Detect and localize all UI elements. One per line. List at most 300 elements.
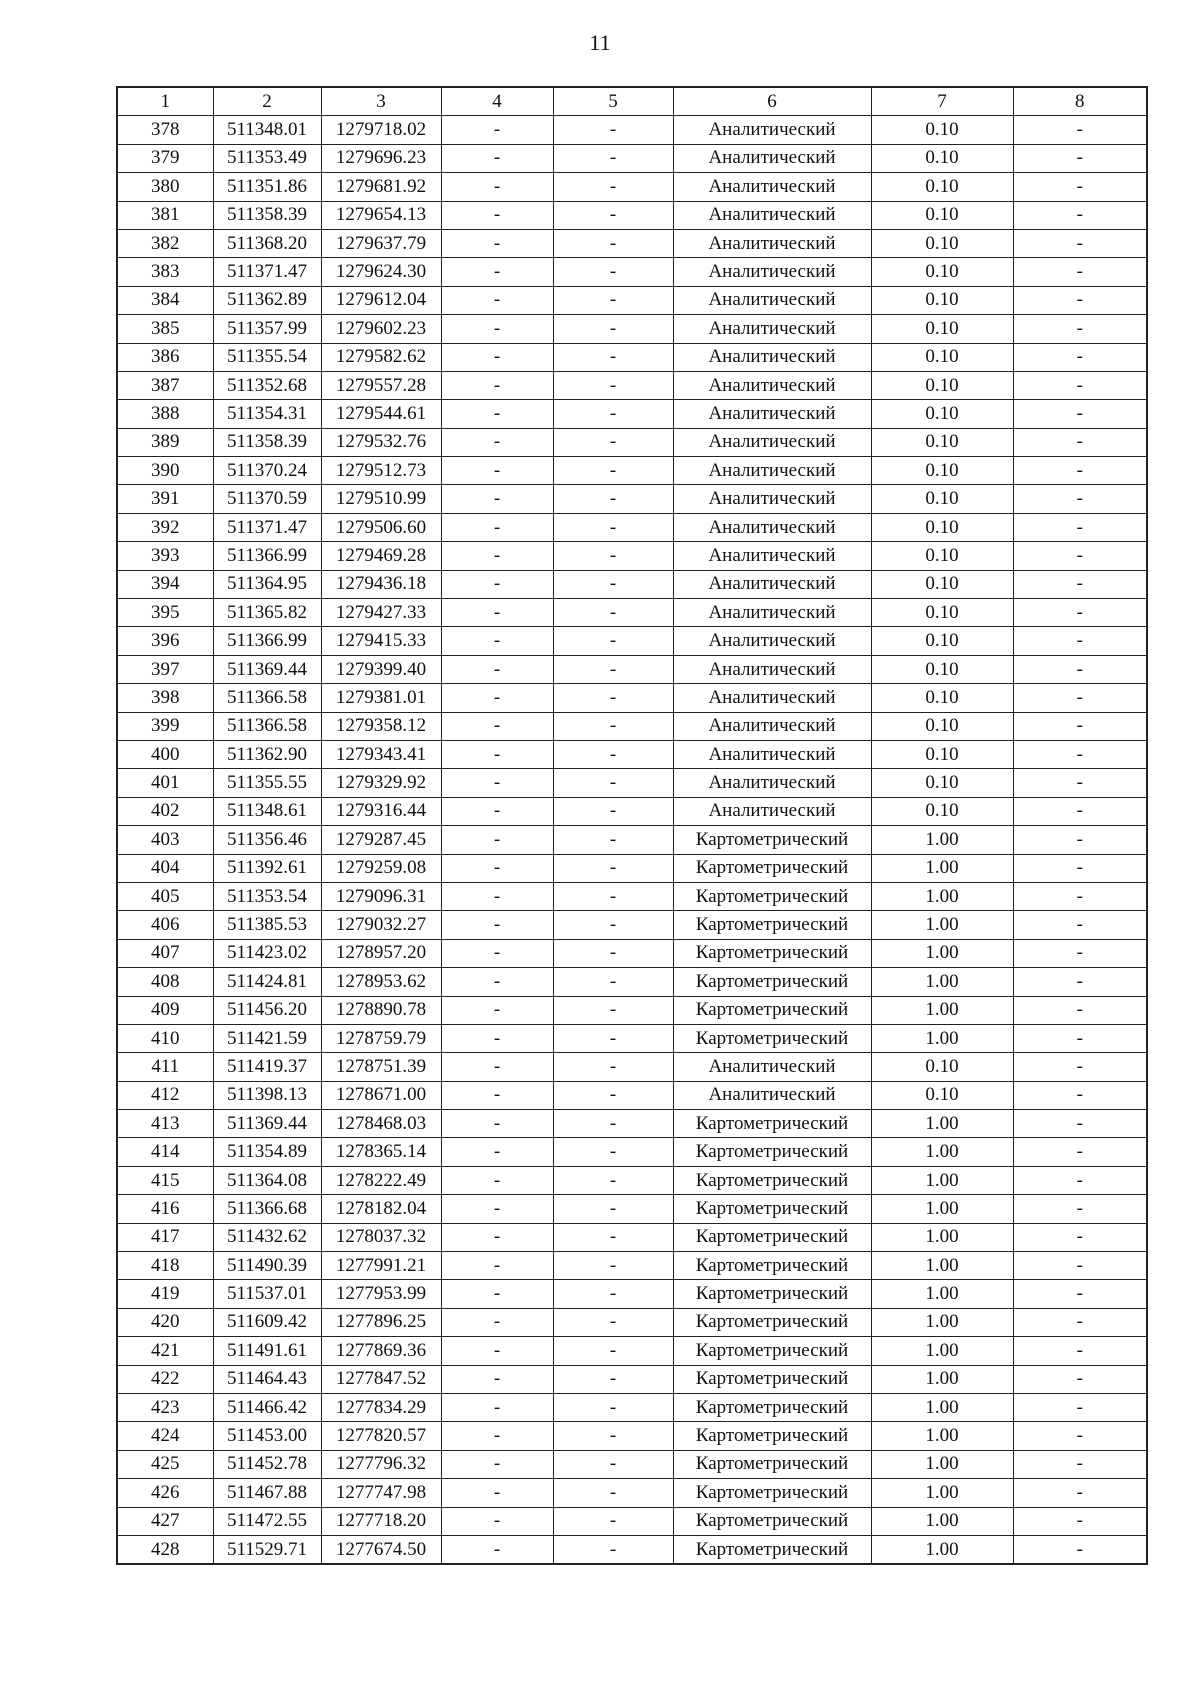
col4-cell: - [441,286,553,314]
accuracy-cell: 1.00 [871,854,1013,882]
x-coordinate-cell: 511362.90 [213,740,321,768]
col8-cell: - [1013,258,1147,286]
accuracy-cell: 1.00 [871,1393,1013,1421]
table-row [117,428,1147,456]
point-number-cell: 414 [117,1138,213,1166]
accuracy-cell: 1.00 [871,1110,1013,1138]
table-row [117,371,1147,399]
col5-cell: - [553,173,673,201]
table-row [117,144,1147,172]
method-cell: Аналитический [673,797,871,825]
col4-cell: - [441,1422,553,1450]
col4-cell: - [441,1308,553,1336]
table-row [117,939,1147,967]
col8-cell: - [1013,485,1147,513]
col8-cell: - [1013,428,1147,456]
point-number-cell: 419 [117,1280,213,1308]
table-row [117,655,1147,683]
table-row [117,797,1147,825]
page-number: 11 [589,30,611,55]
x-coordinate-cell: 511537.01 [213,1280,321,1308]
accuracy-cell: 1.00 [871,1422,1013,1450]
col5-cell: - [553,684,673,712]
method-cell: Картометрический [673,1450,871,1478]
x-coordinate-cell: 511369.44 [213,655,321,683]
col5-cell: - [553,1479,673,1507]
col4-cell: - [441,1166,553,1194]
table-row [117,1110,1147,1138]
table-row [117,1450,1147,1478]
table-row [117,911,1147,939]
col5-cell: - [553,655,673,683]
x-coordinate-cell: 511371.47 [213,258,321,286]
point-number-cell: 417 [117,1223,213,1251]
table-row [117,201,1147,229]
y-coordinate-cell: 1278957.20 [321,939,441,967]
y-coordinate-cell: 1278759.79 [321,1024,441,1052]
col4-cell: - [441,144,553,172]
y-coordinate-cell: 1279343.41 [321,740,441,768]
accuracy-cell: 1.00 [871,1195,1013,1223]
y-coordinate-cell: 1278468.03 [321,1110,441,1138]
y-coordinate-cell: 1279557.28 [321,371,441,399]
accuracy-cell: 0.10 [871,201,1013,229]
x-coordinate-cell: 511456.20 [213,996,321,1024]
y-coordinate-cell: 1279329.92 [321,769,441,797]
column-header: 4 [441,87,553,116]
col4-cell: - [441,655,553,683]
column-header: 8 [1013,87,1147,116]
accuracy-cell: 1.00 [871,968,1013,996]
x-coordinate-cell: 511370.24 [213,457,321,485]
col8-cell: - [1013,201,1147,229]
table-row [117,1393,1147,1421]
x-coordinate-cell: 511356.46 [213,826,321,854]
point-number-cell: 402 [117,797,213,825]
method-cell: Аналитический [673,769,871,797]
y-coordinate-cell: 1277953.99 [321,1280,441,1308]
y-coordinate-cell: 1279696.23 [321,144,441,172]
method-cell: Аналитический [673,258,871,286]
accuracy-cell: 1.00 [871,1507,1013,1535]
point-number-cell: 404 [117,854,213,882]
col8-cell: - [1013,996,1147,1024]
x-coordinate-cell: 511352.68 [213,371,321,399]
col4-cell: - [441,201,553,229]
accuracy-cell: 1.00 [871,826,1013,854]
point-number-cell: 410 [117,1024,213,1052]
method-cell: Картометрический [673,1252,871,1280]
accuracy-cell: 0.10 [871,1081,1013,1109]
y-coordinate-cell: 1279436.18 [321,570,441,598]
table-row [117,1280,1147,1308]
accuracy-cell: 0.10 [871,457,1013,485]
table-row [117,1053,1147,1081]
col8-cell: - [1013,570,1147,598]
col8-cell: - [1013,457,1147,485]
column-header: 1 [117,87,213,116]
point-number-cell: 395 [117,599,213,627]
method-cell: Аналитический [673,1081,871,1109]
table-row [117,854,1147,882]
point-number-cell: 416 [117,1195,213,1223]
point-number-cell: 394 [117,570,213,598]
method-cell: Картометрический [673,1138,871,1166]
point-number-cell: 406 [117,911,213,939]
point-number-cell: 421 [117,1337,213,1365]
x-coordinate-cell: 511364.08 [213,1166,321,1194]
col4-cell: - [441,258,553,286]
method-cell: Аналитический [673,457,871,485]
method-cell: Аналитический [673,1053,871,1081]
accuracy-cell: 1.00 [871,1479,1013,1507]
accuracy-cell: 0.10 [871,655,1013,683]
y-coordinate-cell: 1279399.40 [321,655,441,683]
x-coordinate-cell: 511464.43 [213,1365,321,1393]
method-cell: Картометрический [673,911,871,939]
col4-cell: - [441,911,553,939]
point-number-cell: 390 [117,457,213,485]
col5-cell: - [553,939,673,967]
y-coordinate-cell: 1279415.33 [321,627,441,655]
y-coordinate-cell: 1277896.25 [321,1308,441,1336]
col4-cell: - [441,1195,553,1223]
table-row [117,116,1147,144]
table-row [117,542,1147,570]
method-cell: Картометрический [673,1223,871,1251]
x-coordinate-cell: 511491.61 [213,1337,321,1365]
point-number-cell: 397 [117,655,213,683]
col8-cell: - [1013,343,1147,371]
y-coordinate-cell: 1279259.08 [321,854,441,882]
point-number-cell: 426 [117,1479,213,1507]
table-row [117,712,1147,740]
point-number-cell: 427 [117,1507,213,1535]
method-cell: Аналитический [673,116,871,144]
point-number-cell: 424 [117,1422,213,1450]
col5-cell: - [553,1507,673,1535]
accuracy-cell: 0.10 [871,371,1013,399]
x-coordinate-cell: 511421.59 [213,1024,321,1052]
point-number-cell: 387 [117,371,213,399]
accuracy-cell: 0.10 [871,684,1013,712]
y-coordinate-cell: 1278222.49 [321,1166,441,1194]
col4-cell: - [441,1138,553,1166]
method-cell: Аналитический [673,400,871,428]
method-cell: Картометрический [673,826,871,854]
col8-cell: - [1013,1479,1147,1507]
point-number-cell: 399 [117,712,213,740]
column-header: 5 [553,87,673,116]
col5-cell: - [553,599,673,627]
x-coordinate-cell: 511529.71 [213,1535,321,1564]
col8-cell: - [1013,627,1147,655]
table-row [117,1166,1147,1194]
col4-cell: - [441,229,553,257]
y-coordinate-cell: 1279602.23 [321,315,441,343]
accuracy-cell: 1.00 [871,1252,1013,1280]
method-cell: Картометрический [673,882,871,910]
col4-cell: - [441,1337,553,1365]
method-cell: Картометрический [673,1024,871,1052]
col4-cell: - [441,996,553,1024]
point-number-cell: 400 [117,740,213,768]
y-coordinate-cell: 1279096.31 [321,882,441,910]
x-coordinate-cell: 511364.95 [213,570,321,598]
col8-cell: - [1013,1138,1147,1166]
table-row [117,1223,1147,1251]
y-coordinate-cell: 1279718.02 [321,116,441,144]
accuracy-cell: 0.10 [871,343,1013,371]
y-coordinate-cell: 1277796.32 [321,1450,441,1478]
col8-cell: - [1013,1507,1147,1535]
col5-cell: - [553,542,673,570]
col8-cell: - [1013,1337,1147,1365]
col4-cell: - [441,1393,553,1421]
col5-cell: - [553,1110,673,1138]
accuracy-cell: 0.10 [871,599,1013,627]
accuracy-cell: 1.00 [871,882,1013,910]
x-coordinate-cell: 511348.01 [213,116,321,144]
y-coordinate-cell: 1278365.14 [321,1138,441,1166]
method-cell: Аналитический [673,201,871,229]
point-number-cell: 379 [117,144,213,172]
col8-cell: - [1013,655,1147,683]
col5-cell: - [553,1308,673,1336]
point-number-cell: 391 [117,485,213,513]
method-cell: Картометрический [673,1365,871,1393]
point-number-cell: 398 [117,684,213,712]
point-number-cell: 411 [117,1053,213,1081]
col5-cell: - [553,570,673,598]
table-row [117,1081,1147,1109]
coordinates-table [116,86,1148,1565]
table-row [117,570,1147,598]
col4-cell: - [441,428,553,456]
col8-cell: - [1013,1450,1147,1478]
col5-cell: - [553,116,673,144]
col4-cell: - [441,1110,553,1138]
col8-cell: - [1013,513,1147,541]
point-number-cell: 418 [117,1252,213,1280]
point-number-cell: 401 [117,769,213,797]
method-cell: Аналитический [673,485,871,513]
column-header: 3 [321,87,441,116]
x-coordinate-cell: 511385.53 [213,911,321,939]
method-cell: Картометрический [673,1166,871,1194]
col8-cell: - [1013,882,1147,910]
accuracy-cell: 0.10 [871,740,1013,768]
y-coordinate-cell: 1278671.00 [321,1081,441,1109]
col5-cell: - [553,485,673,513]
point-number-cell: 413 [117,1110,213,1138]
col8-cell: - [1013,400,1147,428]
col4-cell: - [441,371,553,399]
col8-cell: - [1013,968,1147,996]
x-coordinate-cell: 511366.68 [213,1195,321,1223]
col8-cell: - [1013,684,1147,712]
y-coordinate-cell: 1279582.62 [321,343,441,371]
table-header-row [117,87,1147,116]
y-coordinate-cell: 1279469.28 [321,542,441,570]
table-row [117,996,1147,1024]
y-coordinate-cell: 1279358.12 [321,712,441,740]
accuracy-cell: 0.10 [871,428,1013,456]
col5-cell: - [553,201,673,229]
col5-cell: - [553,1337,673,1365]
y-coordinate-cell: 1279532.76 [321,428,441,456]
col8-cell: - [1013,229,1147,257]
method-cell: Картометрический [673,1479,871,1507]
col8-cell: - [1013,712,1147,740]
col4-cell: - [441,826,553,854]
method-cell: Аналитический [673,286,871,314]
col8-cell: - [1013,1365,1147,1393]
y-coordinate-cell: 1277847.52 [321,1365,441,1393]
method-cell: Аналитический [673,740,871,768]
col4-cell: - [441,1535,553,1564]
accuracy-cell: 0.10 [871,116,1013,144]
col8-cell: - [1013,315,1147,343]
col8-cell: - [1013,1081,1147,1109]
col8-cell: - [1013,542,1147,570]
x-coordinate-cell: 511351.86 [213,173,321,201]
x-coordinate-cell: 511354.89 [213,1138,321,1166]
y-coordinate-cell: 1279637.79 [321,229,441,257]
accuracy-cell: 1.00 [871,1166,1013,1194]
point-number-cell: 378 [117,116,213,144]
col8-cell: - [1013,1110,1147,1138]
y-coordinate-cell: 1279287.45 [321,826,441,854]
col8-cell: - [1013,1166,1147,1194]
col5-cell: - [553,144,673,172]
x-coordinate-cell: 511371.47 [213,513,321,541]
table-row [117,1308,1147,1336]
table-row [117,769,1147,797]
method-cell: Аналитический [673,712,871,740]
y-coordinate-cell: 1278182.04 [321,1195,441,1223]
col4-cell: - [441,684,553,712]
col8-cell: - [1013,286,1147,314]
accuracy-cell: 1.00 [871,911,1013,939]
accuracy-cell: 1.00 [871,1535,1013,1564]
y-coordinate-cell: 1277747.98 [321,1479,441,1507]
col5-cell: - [553,712,673,740]
accuracy-cell: 0.10 [871,144,1013,172]
method-cell: Картометрический [673,939,871,967]
table-row [117,286,1147,314]
x-coordinate-cell: 511355.55 [213,769,321,797]
y-coordinate-cell: 1278890.78 [321,996,441,1024]
method-cell: Аналитический [673,655,871,683]
col4-cell: - [441,1479,553,1507]
col8-cell: - [1013,173,1147,201]
y-coordinate-cell: 1277820.57 [321,1422,441,1450]
col4-cell: - [441,513,553,541]
x-coordinate-cell: 511490.39 [213,1252,321,1280]
point-number-cell: 396 [117,627,213,655]
y-coordinate-cell: 1279544.61 [321,400,441,428]
x-coordinate-cell: 511354.31 [213,400,321,428]
col5-cell: - [553,229,673,257]
y-coordinate-cell: 1277718.20 [321,1507,441,1535]
accuracy-cell: 0.10 [871,513,1013,541]
method-cell: Картометрический [673,968,871,996]
y-coordinate-cell: 1278037.32 [321,1223,441,1251]
col8-cell: - [1013,797,1147,825]
col4-cell: - [441,797,553,825]
col8-cell: - [1013,1223,1147,1251]
accuracy-cell: 1.00 [871,1024,1013,1052]
x-coordinate-cell: 511357.99 [213,315,321,343]
col8-cell: - [1013,1195,1147,1223]
accuracy-cell: 0.10 [871,286,1013,314]
accuracy-cell: 0.10 [871,1053,1013,1081]
table-row [117,882,1147,910]
x-coordinate-cell: 511432.62 [213,1223,321,1251]
col8-cell: - [1013,1053,1147,1081]
x-coordinate-cell: 511452.78 [213,1450,321,1478]
col5-cell: - [553,371,673,399]
method-cell: Аналитический [673,542,871,570]
col5-cell: - [553,1081,673,1109]
col5-cell: - [553,428,673,456]
col4-cell: - [441,116,553,144]
column-header: 6 [673,87,871,116]
table-row [117,740,1147,768]
method-cell: Аналитический [673,144,871,172]
method-cell: Аналитический [673,229,871,257]
x-coordinate-cell: 511467.88 [213,1479,321,1507]
col4-cell: - [441,1081,553,1109]
x-coordinate-cell: 511368.20 [213,229,321,257]
x-coordinate-cell: 511353.54 [213,882,321,910]
accuracy-cell: 1.00 [871,939,1013,967]
point-number-cell: 382 [117,229,213,257]
accuracy-cell: 0.10 [871,315,1013,343]
column-header: 2 [213,87,321,116]
table-row [117,826,1147,854]
y-coordinate-cell: 1279512.73 [321,457,441,485]
x-coordinate-cell: 511355.54 [213,343,321,371]
col5-cell: - [553,1535,673,1564]
col5-cell: - [553,400,673,428]
col5-cell: - [553,882,673,910]
col4-cell: - [441,968,553,996]
point-number-cell: 403 [117,826,213,854]
y-coordinate-cell: 1277834.29 [321,1393,441,1421]
point-number-cell: 393 [117,542,213,570]
y-coordinate-cell: 1279510.99 [321,485,441,513]
col5-cell: - [553,343,673,371]
method-cell: Аналитический [673,513,871,541]
table-row [117,1195,1147,1223]
x-coordinate-cell: 511466.42 [213,1393,321,1421]
point-number-cell: 412 [117,1081,213,1109]
point-number-cell: 420 [117,1308,213,1336]
table-row [117,485,1147,513]
accuracy-cell: 1.00 [871,1223,1013,1251]
col4-cell: - [441,769,553,797]
col4-cell: - [441,854,553,882]
point-number-cell: 392 [117,513,213,541]
col5-cell: - [553,627,673,655]
point-number-cell: 428 [117,1535,213,1564]
method-cell: Картометрический [673,1195,871,1223]
col8-cell: - [1013,144,1147,172]
col8-cell: - [1013,769,1147,797]
accuracy-cell: 0.10 [871,400,1013,428]
